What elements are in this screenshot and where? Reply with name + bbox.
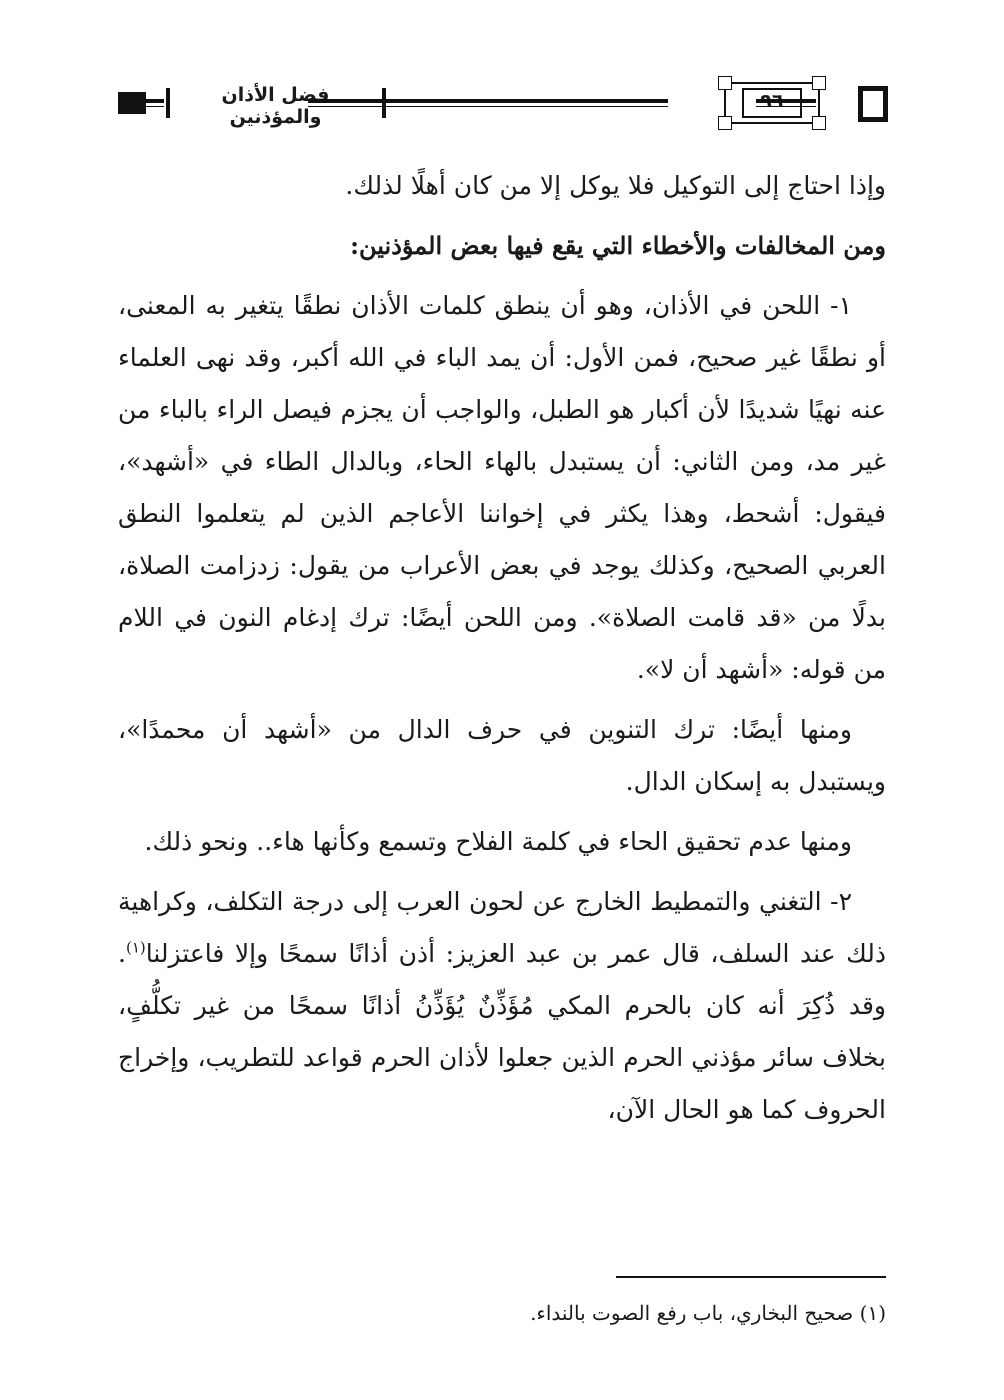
header-ornament-square: [858, 86, 888, 122]
paragraph-text: . وقد ذُكِرَ أنه كان بالحرم المكي مُؤَذِّنٌ يُؤَذِّنُ أذانًا سمحًا من غير تكلُّفٍ، بخلاف سائر مؤذني الحرم الذين جعلوا لأذان الحرم قواعد للتطريب، وإخراج الحروف كما هو الحال الآن،: [118, 939, 886, 1124]
paragraph-text: ٢- التغني والتمطيط الخارج عن لحون العرب إلى درجة التكلف، وكراهية ذلك عند السلف، قال عمر بن عبد العزيز: أذن أذانًا سمحًا وإلا فاعتزلنا: [118, 887, 886, 968]
header-rule: [146, 99, 164, 107]
paragraph: ومنها أيضًا: ترك التنوين في حرف الدال من «أشهد أن محمدًا»، ويستبدل به إسكان الدال.: [118, 715, 886, 796]
paragraph: ومنها عدم تحقيق الحاء في كلمة الفلاح وتسمع وكأنها هاء.. ونحو ذلك.: [144, 827, 852, 856]
footnote-marker: (١): [125, 938, 146, 957]
page-number: ٩٦: [760, 90, 784, 112]
paragraph: [118, 876, 886, 1136]
paragraph: ١- اللحن في الأذان، وهو أن ينطق كلمات الأذان نطقًا يتغير به المعنى، أو نطقًا غير صحيح، فمن الأول: أن يمد الباء في الله أكبر، وقد نهى العلماء عنه نهيًا شديدًا لأن أكبار هو الطبل، والواجب أن يجزم فيصل الراء بالباء من غير مد، ومن الثاني: أن يستبدل بالهاء الحاء، وبالدال الطاء في «أشهد»، فيقول: أشحط، وهذا يكثر في إخواننا الأعاجم الذين لم يتعلموا النطق العربي الصحيح، وكذلك يوجد في بعض الأعراب من يقول: زدزامت الصلاة، بدلًا من «قد قامت الصلاة». ومن اللحن أيضًا: ترك إدغام النون في اللام من قوله: «أشهد أن لا».: [118, 291, 886, 684]
page-body: [118, 160, 886, 1144]
footnote-separator: [616, 1276, 886, 1278]
running-header: [118, 78, 886, 132]
header-ornament-block: [118, 92, 146, 114]
book-title: فضل الأذان والمؤذنين: [221, 84, 330, 128]
paragraph: وإذا احتاج إلى التوكيل فلا يوكل إلا من كان أهلًا لذلك.: [345, 171, 886, 200]
footnote: (١) صحيح البخاري، باب رفع الصوت بالنداء.: [530, 1301, 886, 1325]
header-rule: [756, 99, 816, 107]
header-ornament-bar: [166, 88, 170, 118]
section-heading: ومن المخالفات والأخطاء التي يقع فيها بعض المؤذنين:: [350, 231, 886, 260]
header-rule: [308, 99, 668, 107]
